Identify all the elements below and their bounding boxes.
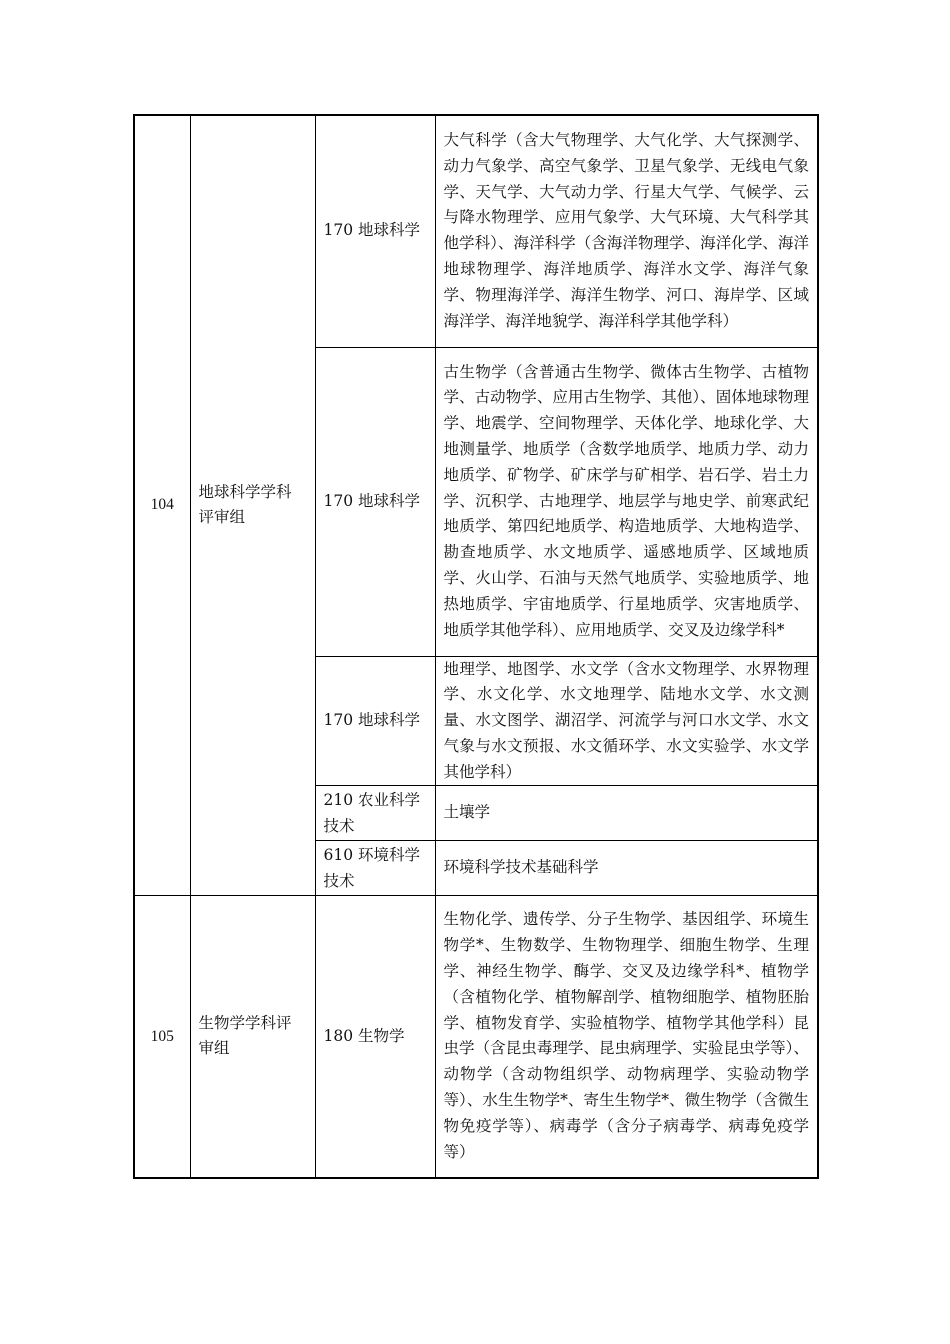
- review-group-cell: 生物学学科评审组: [190, 895, 315, 1178]
- category-cell: 610 环境科学技术: [315, 841, 435, 896]
- detail-cell: 地理学、地图学、水文学（含水文物理学、水界物理学、水文化学、水文地理学、陆地水文学、水文测量、水文图学、湖沼学、河流学与河口水文学、水文气象与水文预报、水文循环学、水文实验学、水文学其他学科）: [435, 656, 818, 786]
- group-code-cell: 104: [134, 115, 190, 895]
- detail-cell: 土壤学: [435, 786, 818, 841]
- group-code-cell: 105: [134, 895, 190, 1178]
- category-cell: 180 生物学: [315, 895, 435, 1178]
- category-cell: 210 农业科学技术: [315, 786, 435, 841]
- detail-cell: 生物化学、遗传学、分子生物学、基因组学、环境生物学*、生物数学、生物物理学、细胞生物学、生理学、神经生物学、酶学、交叉及边缘学科*、植物学（含植物化学、植物解剖学、植物细胞学、植物胚胎学、植物发育学、实验植物学、植物学其他学科）昆虫学（含昆虫毒理学、昆虫病理学、实验昆虫学等）、动物学（含动物组织学、动物病理学、实验动物学等）、水生生物学*、寄生生物学*、微生物学（含微生物免疫学等）、病毒学（含分子病毒学、病毒免疫学等）: [435, 895, 818, 1178]
- discipline-table: [133, 114, 819, 1179]
- table-row: [134, 895, 818, 1178]
- review-group-cell: 地球科学学科评审组: [190, 115, 315, 895]
- category-cell: 170 地球科学: [315, 347, 435, 656]
- category-cell: 170 地球科学: [315, 656, 435, 786]
- detail-cell: 古生物学（含普通古生物学、微体古生物学、古植物学、古动物学、应用古生物学、其他）、固体地球物理学、地震学、空间物理学、天体化学、地球化学、大地测量学、地质学（含数学地质学、地质力学、动力地质学、矿物学、矿床学与矿相学、岩石学、岩土力学、沉积学、古地理学、地层学与地史学、前寒武纪地质学、第四纪地质学、构造地质学、大地构造学、勘查地质学、水文地质学、遥感地质学、区域地质学、火山学、石油与天然气地质学、实验地质学、地热地质学、宇宙地质学、行星地质学、灾害地质学、地质学其他学科）、应用地质学、交叉及边缘学科*: [435, 347, 818, 656]
- detail-cell: 环境科学技术基础科学: [435, 841, 818, 896]
- table-row: [134, 115, 818, 347]
- detail-cell: 大气科学（含大气物理学、大气化学、大气探测学、动力气象学、高空气象学、卫星气象学、无线电气象学、天气学、大气动力学、行星大气学、气候学、云与降水物理学、应用气象学、大气环境、大气科学其他学科）、海洋科学（含海洋物理学、海洋化学、海洋地球物理学、海洋地质学、海洋水文学、海洋气象学、物理海洋学、海洋生物学、河口、海岸学、区域海洋学、海洋地貌学、海洋科学其他学科）: [435, 115, 818, 347]
- category-cell: 170 地球科学: [315, 115, 435, 347]
